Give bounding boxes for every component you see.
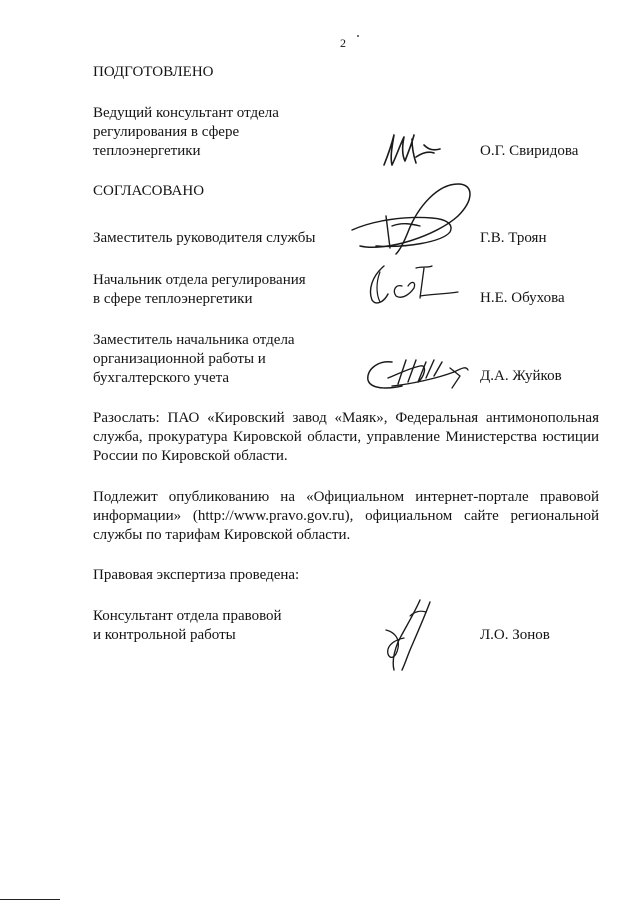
position-line: и контрольной работы [93, 627, 236, 643]
position-line: Ведущий консультант отдела [93, 105, 279, 121]
position-line: Консультант отдела правовой [93, 608, 282, 624]
signature-troyan [346, 176, 480, 262]
position-line: бухгалтерского учета [93, 370, 230, 386]
position-line: регулирования в сфере [93, 124, 240, 140]
signer-2-name: Н.Е. Обухова [480, 290, 565, 306]
publication-paragraph: Подлежит опубликованию на «Официальном интернет-портале правовой информации» (http://www.pravo.gov.ru), официальном сайте региональной службы по тарифам Кировской области. [93, 489, 599, 543]
signer-3-position [93, 331, 295, 388]
signature-sviridova [378, 127, 448, 171]
position-line: организационной работы и [93, 351, 266, 367]
signer-1-name: Г.В. Троян [480, 230, 547, 246]
signature-zonov [380, 596, 440, 674]
legal-review-name: Л.О. Зонов [480, 627, 550, 643]
legal-review-position [93, 607, 282, 645]
legal-review-statement: Правовая экспертиза проведена: [93, 567, 300, 583]
scan-dot [357, 35, 359, 37]
signature-zhuykov [362, 348, 474, 394]
position-line: в сфере теплоэнергетики [93, 291, 253, 307]
prepared-heading: ПОДГОТОВЛЕНО [93, 64, 214, 80]
prepared-position [93, 104, 279, 161]
position-line: Заместитель начальника отдела [93, 332, 295, 348]
bottom-edge-line [0, 899, 60, 900]
prepared-name: О.Г. Свиридова [480, 143, 579, 159]
signer-1-position [93, 229, 315, 248]
position-line: теплоэнергетики [93, 143, 201, 159]
signer-2-position [93, 271, 306, 309]
position-line: Начальник отдела регулирования [93, 272, 306, 288]
page-number: 2 [340, 36, 346, 50]
position-line: Заместитель руководителя службы [93, 230, 316, 246]
signer-3-name: Д.А. Жуйков [480, 368, 562, 384]
signature-obukhova [362, 258, 462, 310]
distribution-paragraph: Разослать: ПАО «Кировский завод «Маяк», Федеральная антимонопольная служба, прокуратура Кировской области, управление Министерства юстиции России по Кировской области. [93, 410, 599, 464]
agreed-heading: СОГЛАСОВАНО [93, 183, 205, 199]
